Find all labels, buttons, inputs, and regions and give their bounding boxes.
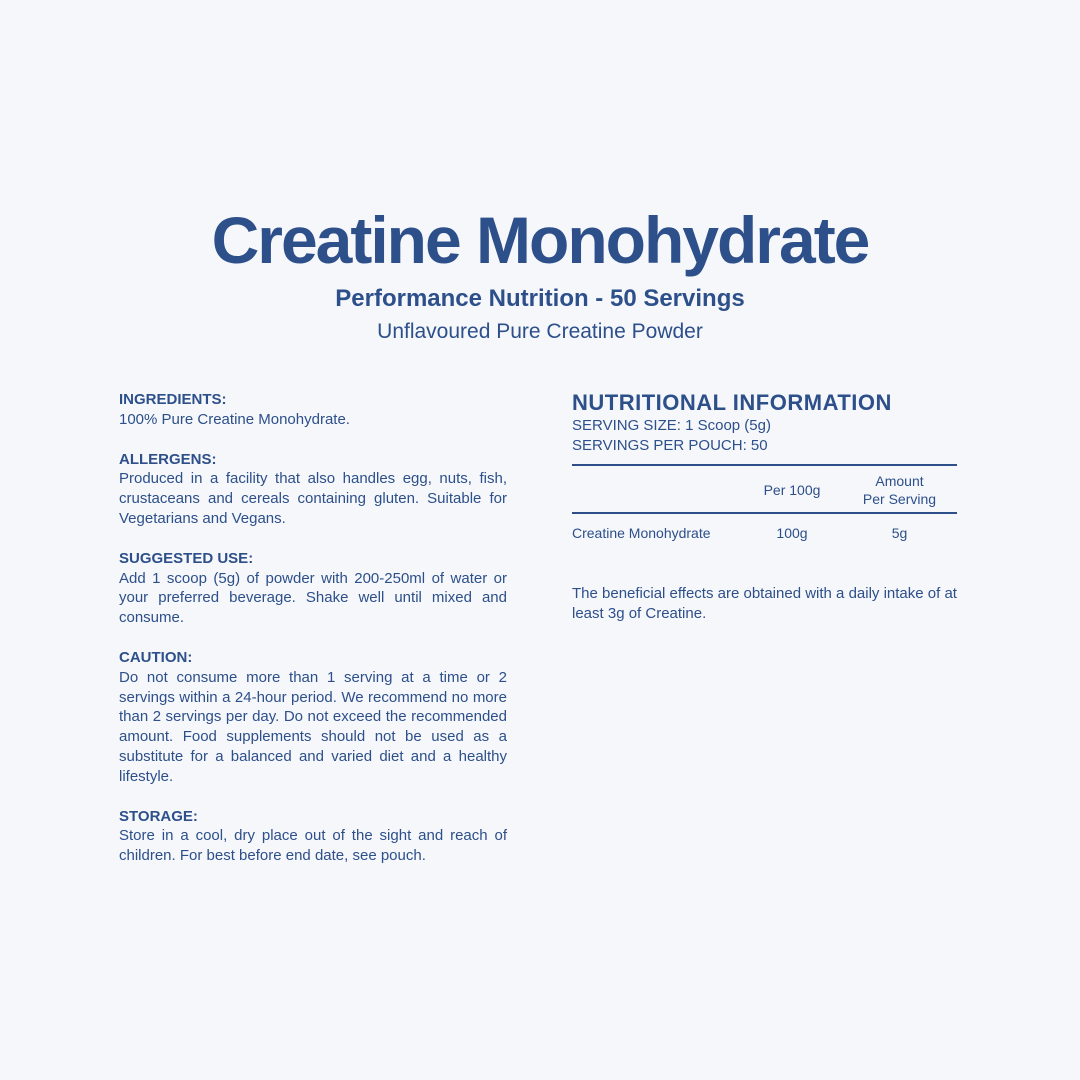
caution-text: Do not consume more than 1 serving at a time or 2 servings within a 24-hour period. We recommend no more than 2 servings per day. Do not exceed the recommended amount. Food supplements should not be used as a substitute for a balanced and varied diet and a healthy lifestyle. [119,668,507,785]
servings-per-pouch: SERVINGS PER POUCH: 50 [572,437,768,454]
caution-section [119,648,507,787]
nutrition-column [572,390,957,624]
suggested-use-section [119,549,507,628]
allergens-heading: ALLERGENS: [119,450,217,468]
storage-text: Store in a cool, dry place out of the sight and reach of children. For best before end date, see pouch. [119,827,507,865]
ingredients-text: 100% Pure Creatine Monohydrate. [119,410,350,428]
serving-size: SERVING SIZE: 1 Scoop (5g) [572,417,771,434]
nutrition-note: The beneficial effects are obtained with a daily intake of at least 3g of Creatine. [572,585,957,622]
product-title: Creatine Monohydrate [211,203,869,277]
row-per-100g: 100g [776,525,808,541]
allergens-section [119,450,507,529]
allergens-text: Produced in a facility that also handles egg, nuts, fish, crustaceans and cereals containing gluten. Suitable for Vegetarians and Vegans. [119,470,507,527]
suggested-use-heading: SUGGESTED USE: [119,549,254,567]
product-subtitle: Performance Nutrition - 50 Servings [335,285,745,312]
product-tagline: Unflavoured Pure Creatine Powder [377,320,703,343]
nutrition-table-header [572,465,957,513]
product-info-column [119,390,507,886]
header-per-serving-line2: Per Serving [862,491,937,507]
nutrition-table [572,464,957,552]
header-per-serving-line1: Amount [875,473,924,489]
header-per-serving [842,465,957,513]
storage-heading: STORAGE: [119,807,198,825]
storage-section [119,807,507,866]
header-name [572,465,742,513]
ingredients-section [119,390,507,430]
caution-heading: CAUTION: [119,648,193,666]
ingredients-heading: INGREDIENTS: [119,391,227,408]
row-name: Creatine Monohydrate [572,525,711,541]
nutrition-heading: NUTRITIONAL INFORMATION [572,390,892,415]
row-per-serving: 5g [891,525,908,541]
suggested-use-text: Add 1 scoop (5g) of powder with 200-250ml of water or your preferred beverage. Shake well until mixed and consume. [119,569,507,627]
table-row [572,513,957,552]
header-per-100g: Per 100g [763,482,821,498]
